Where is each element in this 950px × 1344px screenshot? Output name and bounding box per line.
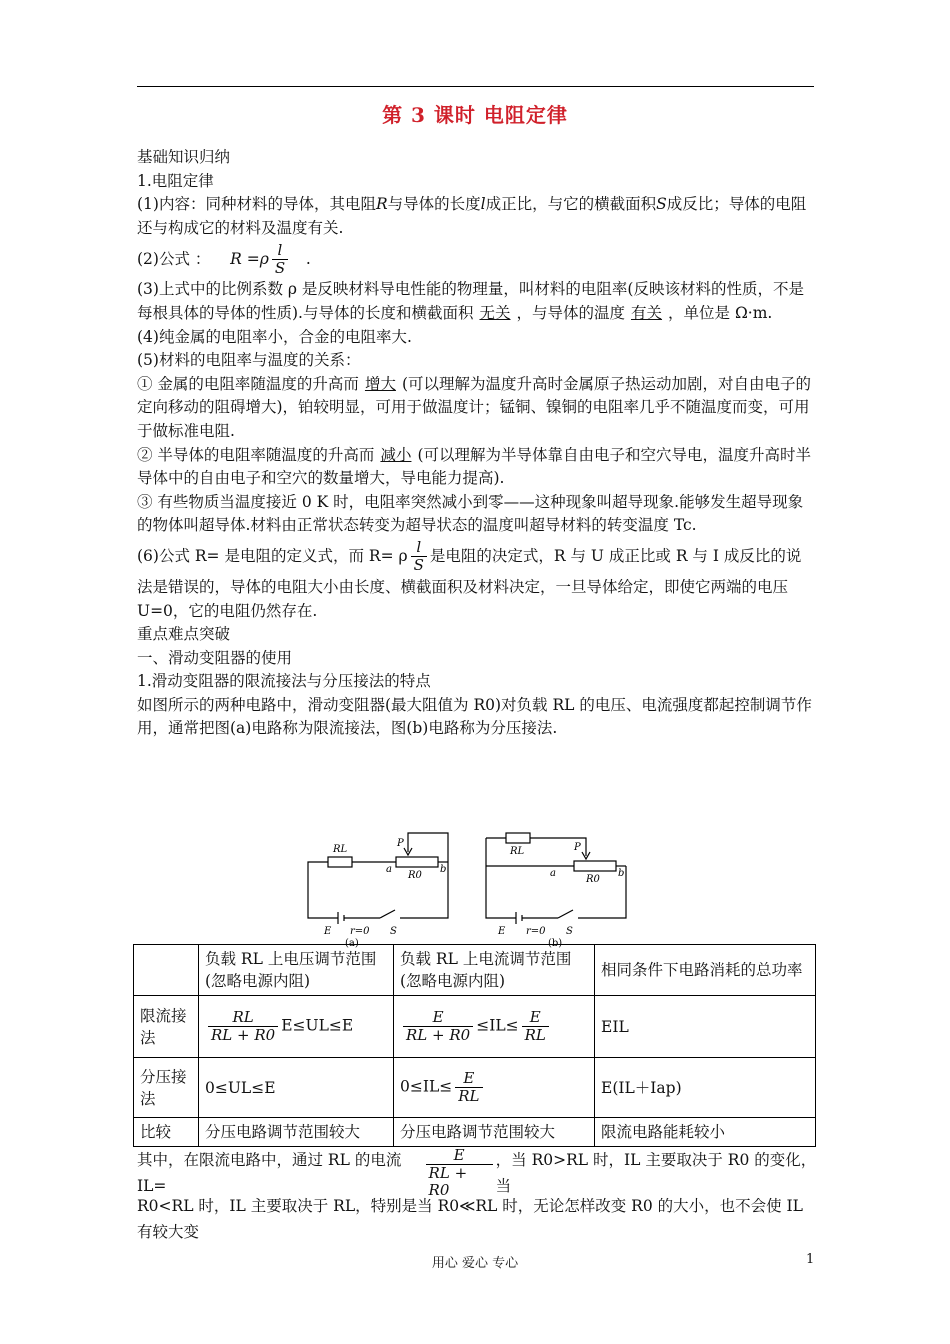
label-a: a	[386, 864, 392, 875]
table-header-cell: 负载 RL 上电压调节范围(忽略电源内阻)	[199, 945, 394, 996]
paragraph-3: (3)上式中的比例系数 ρ 是反映材料导电性能的物理量，叫材料的电阻率(反映该材料的性质，不是每根具体的导体的性质).与导体的长度和横截面积 无关 ，与导体的温度 有关 ，单位是 Ω·m.	[137, 278, 817, 325]
paragraph-8: ③ 有些物质当温度接近 0 K 时，电阻率突然减小到零——这种现象叫超导现象.能够发生超导现象的物体叫超导体.材料由正常状态转变为超导状态的温度叫超导材料的转变温度 Tc.	[137, 492, 804, 535]
table-row	[134, 996, 816, 1058]
label-p: P	[397, 838, 404, 849]
header-rule	[137, 86, 814, 87]
cell-fraction: $\frac{E}{RL}$	[455, 1070, 482, 1105]
circuit-a	[308, 833, 448, 924]
comparison-table	[133, 944, 816, 1147]
paragraph-9-line3: U=0，它的电阻仍然存在.	[137, 601, 318, 620]
footer-text: 用心 爱心 专心	[431, 1256, 519, 1271]
closing-paragraph	[137, 1146, 817, 1245]
label-r0: R0	[586, 874, 600, 885]
blank-answer: 无关	[479, 303, 511, 322]
paragraph-1: (1)内容：同种材料的导体，其电阻R与导体的长度l成正比，与它的横截面积S成反比；导体的电阻还与构成它的材料及温度有关.	[137, 195, 807, 237]
paragraph-9-line1: (6)公式 R= 是电阻的定义式，而 R= ρ $\frac{l}{S}$ 是电阻的决定式，R 与 U 成正比或 R 与 I 成反比的说	[137, 538, 802, 575]
page-number: 1	[806, 1252, 815, 1267]
label-r0-internal: r=0	[350, 926, 370, 937]
row-label: 比较	[134, 1118, 199, 1147]
table-cell: EIL	[595, 996, 816, 1058]
table-cell: 0≤UL≤E	[199, 1058, 394, 1118]
section-heading: 基础知识归纳	[137, 148, 231, 166]
label-fig-b: (b)	[548, 938, 563, 949]
table-row	[134, 1058, 816, 1118]
paragraph-9-line2: 法是错误的，导体的电阻大小由长度、横截面积及材料决定，一旦导体给定，即使它两端的电压	[137, 577, 789, 596]
table-cell: 分压电路调节范围较大	[394, 1118, 595, 1147]
table-cell: $\frac{RL}{RL + R0}$ E≤UL≤E	[199, 996, 394, 1058]
label-a: a	[550, 868, 556, 879]
table-cell: 0≤IL≤ $\frac{E}{RL}$	[394, 1058, 595, 1118]
label-b: b	[440, 864, 447, 875]
circuit-a-labels	[323, 838, 446, 949]
cell-fraction: $\frac{E}{RL}$	[522, 1009, 549, 1044]
formula-fraction: $\frac{l}{S}$	[411, 539, 427, 574]
table-cell: 分压电路调节范围较大	[199, 1118, 394, 1147]
label-r0-internal: r=0	[526, 926, 546, 937]
circuit-diagram	[300, 828, 650, 949]
paragraph-5: (5)材料的电阻率与温度的关系：	[137, 351, 361, 370]
label-p: P	[574, 842, 581, 853]
circuit-b	[486, 833, 626, 924]
label-s: S	[390, 926, 397, 937]
formula-line: (2)公式 ： R =ρ $\frac{l}{S}$ .	[137, 240, 311, 277]
paragraph-4: (4)纯金属的电阻率小，合金的电阻率大.	[137, 327, 412, 346]
cell-fraction: $\frac{RL}{RL + R0}$	[208, 1009, 278, 1044]
row-label: 分压接法	[134, 1058, 199, 1118]
label-e: E	[498, 926, 506, 937]
label-b: b	[618, 868, 625, 879]
page-title: 第 3 课时 电阻定律	[382, 103, 568, 127]
blank-answer: 有关	[631, 303, 663, 322]
paragraph-10: 如图所示的两种电路中，滑动变阻器(最大阻值为 R0)对负载 RL 的电压、电流强度都起控制调节作用，通常把图(a)电路称为限流接法，图(b)电路称为分压接法.	[137, 695, 812, 738]
table-cell	[134, 945, 199, 996]
row-label: 限流接法	[134, 996, 199, 1058]
blank-answer: 减小	[380, 445, 412, 464]
closing-line-2: R0<RL 时，IL 主要取决于 RL，特别是当 R0≪RL 时，无论怎样改变 R0 的大小，也不会使 IL 有较大变	[137, 1197, 803, 1241]
table-header-cell: 相同条件下电路消耗的总功率	[595, 945, 816, 996]
paragraph-7: ② 半导体的电阻率随温度的升高而 减小 (可以理解为半导体靠自由电子和空穴导电，温度升高时半导体中的自由电子和空穴的数量增大，导电能力提高).	[137, 445, 812, 488]
paragraph-6: ① 金属的电阻率随温度的升高而 增大 (可以理解为温度升高时金属原子热运动加剧，对自由电子的定向移动的阻碍增大)，铂较明显，可用于做温度计；锰铜、镍铜的电阻率几乎不随温度而变，可用于做标准电阻.	[137, 374, 812, 440]
document-body	[137, 146, 817, 741]
formula-fraction: $\frac{E}{RL + R0}$	[426, 1147, 493, 1199]
closing-line-1: 其中，在限流电路中，通过 RL 的电流 IL= $\frac{E}{RL + R0}$ ，当 R0>RL 时，IL 主要取决于 R0 的变化，当	[137, 1146, 817, 1199]
cell-fraction: $\frac{E}{RL + R0}$	[403, 1009, 473, 1044]
table-cell: E(IL＋Iap)	[595, 1058, 816, 1118]
table-cell: 限流电路能耗较小	[595, 1118, 816, 1147]
section-heading: 重点难点突破	[137, 625, 231, 644]
label-s: S	[566, 926, 573, 937]
circuit-b-labels	[497, 842, 624, 949]
table-header-cell: 负载 RL 上电流调节范围(忽略电源内阻)	[394, 945, 595, 996]
subsection-heading: 一、滑动变阻器的使用	[137, 648, 293, 667]
table-row	[134, 1118, 816, 1147]
label-e: E	[324, 926, 332, 937]
label-r0: R0	[408, 870, 422, 881]
formula-fraction: $\frac{l}{S}$	[272, 242, 288, 277]
label-fig-a: (a)	[345, 938, 359, 949]
label-rl: RL	[333, 844, 348, 855]
label-rl: RL	[510, 846, 525, 857]
subsection-heading: 1.电阻定律	[137, 171, 214, 190]
table-cell: $\frac{E}{RL + R0}$ ≤IL≤ $\frac{E}{RL}$	[394, 996, 595, 1058]
table-header-row	[134, 945, 816, 996]
subsection-heading: 1.滑动变阻器的限流接法与分压接法的特点	[137, 672, 431, 691]
blank-answer: 增大	[364, 374, 396, 393]
